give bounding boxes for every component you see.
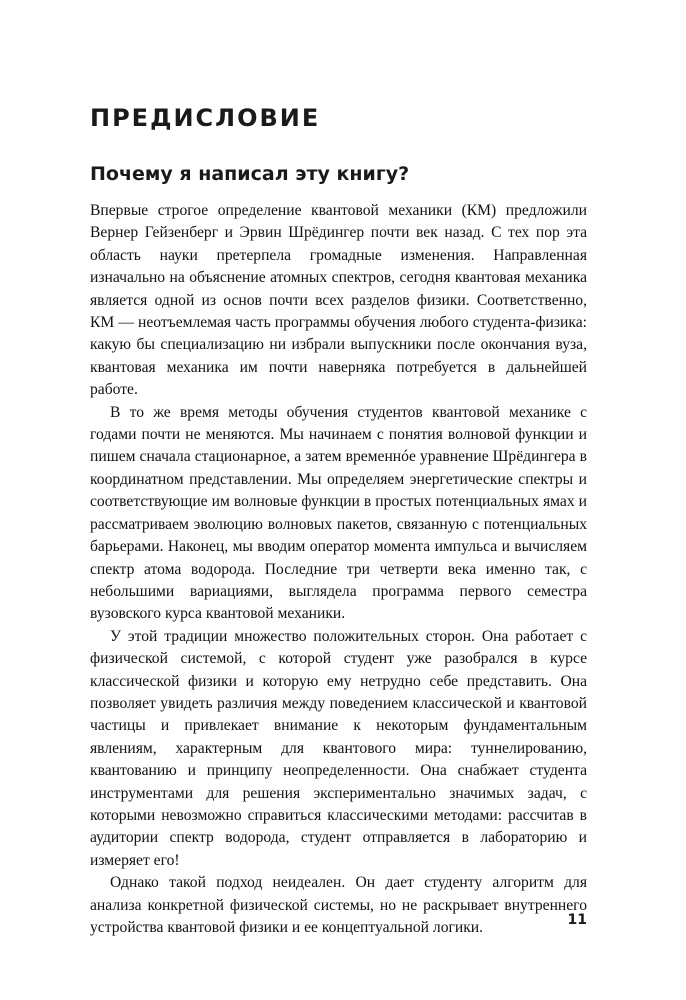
- chapter-title: ПРЕДИСЛОВИЕ: [90, 104, 321, 132]
- paragraph: У этой традиции множество положительных сторон. Она работает с физической системой, с которой студент уже разобрался в курсе классической физики и которую ему нетрудно себе представить. Она позволяет увидеть различия между поведением классической и квантовой частицы и привлекает внимание к некоторым фундаментальным явлениям, характерным для квантового мира: туннелированию, квантованию и принципу неопределенности. Она снабжает студента инструментами для решения экспериментально значимых задач, с которыми невозможно справиться классическими методами: рассчитав в аудитории спектр водорода, студент отправляется в лабораторию и измеряет его!: [90, 627, 587, 869]
- paragraph: Впервые строгое определение квантовой механики (КМ) предложили Вернер Гейзенберг и Эрвин Шрёдингер почти век назад. С тех пор эта область науки претерпела громадные изменения. Направленная изначально на объяснение атомных спектров, сегодня квантовая механика является одной из основ почти всех разделов физики. Соответственно, КМ — неотъемлемая часть программы обучения любого студента-физика: какую бы специализацию ни избрали выпускники после окончания вуза, квантовая механика им почти наверняка потребуется в дальнейшей работе.: [90, 202, 587, 399]
- section-heading: Почему я написал эту книгу?: [90, 163, 410, 185]
- paragraph: В то же время методы обучения студентов квантовой механике с годами почти не меняются. Мы начинаем с понятия волновой функции и пишем сначала стационарное, а затем временнóе уравнение Шрёдингера в координатном представлении. Мы определяем энергетические спектры и соответствующие им волновые функции в простых потенциальных ямах и рассматриваем эволюцию волновых пакетов, связанную с потенциальных барьерами. Наконец, мы вводим оператор момента импульса и вычисляем спектр атома водорода. Последние три четверти века именно так, с небольшими вариациями, выглядела программа первого семестра вузовского курса квантовой механики.: [90, 403, 587, 623]
- page-number: 11: [567, 912, 587, 928]
- paragraph: Однако такой подход неидеален. Он дает студенту алгоритм для анализа конкретной физической системы, но не раскрывает внутреннего устройства квантовой физики и ее концептуальной логики.: [90, 874, 587, 936]
- body-text: [90, 200, 587, 939]
